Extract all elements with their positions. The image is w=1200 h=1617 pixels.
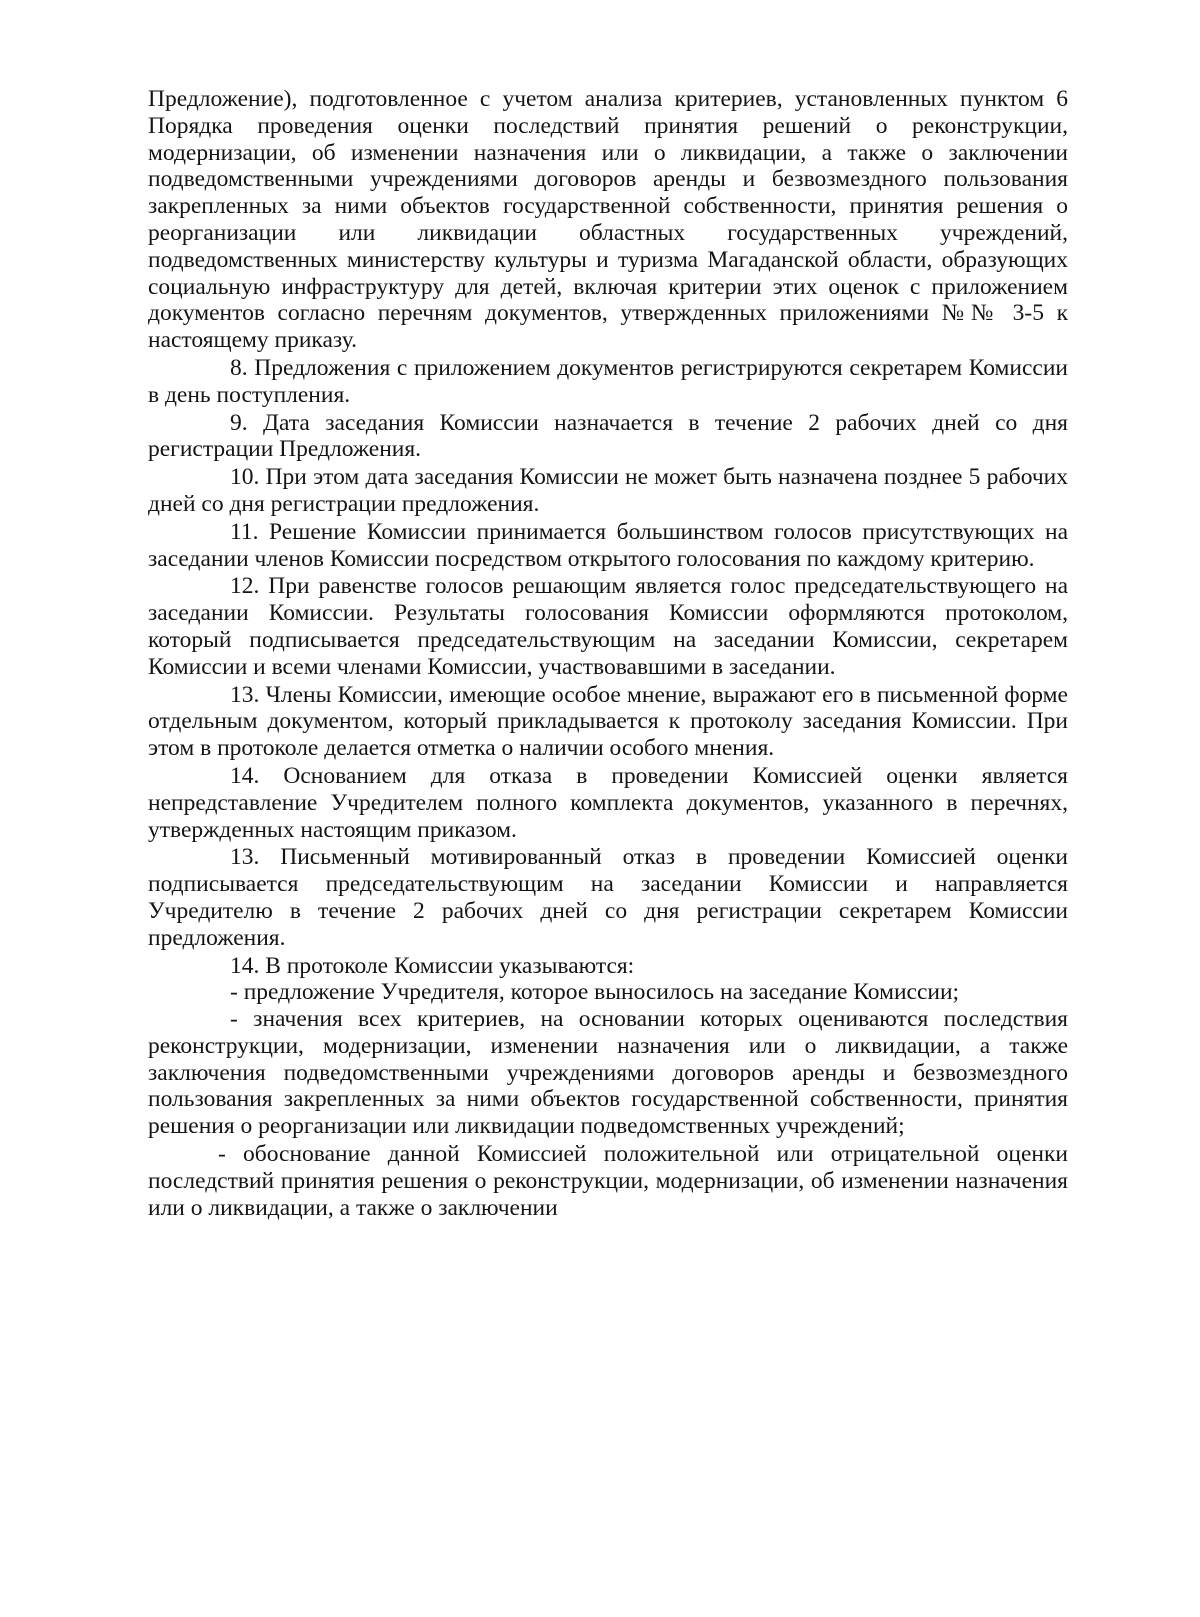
- list-item-criteria: - значения всех критериев, на основании которых оцениваются последствия реконструкции, модернизации, изменении назначения или о ликвидации, а также заключения подведомственными учреждениями договоров аренды и безвозмездного пользования закрепленных за ними объектов государственной собственности, принятия решения о реорганизации или ликвидации подведомственных учреждений;: [148, 1006, 1068, 1140]
- paragraph-intro: Предложение), подготовленное с учетом анализа критериев, установленных пунктом 6 Порядка проведения оценки последствий принятия решений о реконструкции, модернизации, об изменении назначения или о ликвидации, а также о заключении подведомственными учреждениями договоров аренды и безвозмездного пользования закрепленных за ними объектов государственной собственности, принятия решения о реорганизации или ликвидации областных государственных учреждений, подведомственных министерству культуры и туризма Магаданской области, образующих социальную инфраструктуру для детей, включая критерии этих оценок с приложением документов согласно перечням документов, утвержденных приложениями №№ 3-5 к настоящему приказу.: [148, 86, 1068, 354]
- document-page: [148, 86, 1068, 1606]
- paragraph-13: 13. Члены Комиссии, имеющие особое мнение, выражают его в письменной форме отдельным документом, который прикладывается к протоколу заседания Комиссии. При этом в протоколе делается отметка о наличии особого мнения.: [148, 681, 1068, 762]
- list-item-justification: - обоснование данной Комиссией положительной или отрицательной оценки последствий принятия решения о реконструкции, модернизации, об изменении назначения или о ликвидации, а также о заключении: [148, 1141, 1068, 1221]
- paragraph-13-refusal: 13. Письменный мотивированный отказ в проведении Комиссией оценки подписывается председательствующим на заседании Комиссии и направляется Учредителю в течение 2 рабочих дней со дня регистрации секретарем Комиссии предложения.: [148, 844, 1068, 951]
- paragraph-9: 9. Дата заседания Комиссии назначается в течение 2 рабочих дней со дня регистрации Предложения.: [148, 409, 1068, 463]
- paragraph-11: 11. Решение Комиссии принимается большинством голосов присутствующих на заседании членов Комиссии посредством открытого голосования по каждому критерию.: [148, 518, 1068, 572]
- paragraph-8: 8. Предложения с приложением документов регистрируются секретарем Комиссии в день поступления.: [148, 354, 1068, 408]
- list-item-proposal: - предложение Учредителя, которое выносилось на заседание Комиссии;: [230, 979, 960, 1006]
- paragraph-14: 14. Основанием для отказа в проведении Комиссией оценки является непредставление Учредителем полного комплекта документов, указанного в перечнях, утвержденных настоящим приказом.: [148, 762, 1068, 843]
- paragraph-12: 12. При равенстве голосов решающим является голос председательствующего на заседании Комиссии. Результаты голосования Комиссии оформляются протоколом, который подписывается председательствующим на заседании Комиссии, секретарем Комиссии и всеми членами Комиссии, участвовавшими в заседании.: [148, 573, 1068, 680]
- paragraph-14-protocol: 14. В протоколе Комиссии указываются:: [230, 952, 635, 979]
- paragraph-10: 10. При этом дата заседания Комиссии не может быть назначена позднее 5 рабочих дней со дня регистрации предложения.: [148, 464, 1068, 517]
